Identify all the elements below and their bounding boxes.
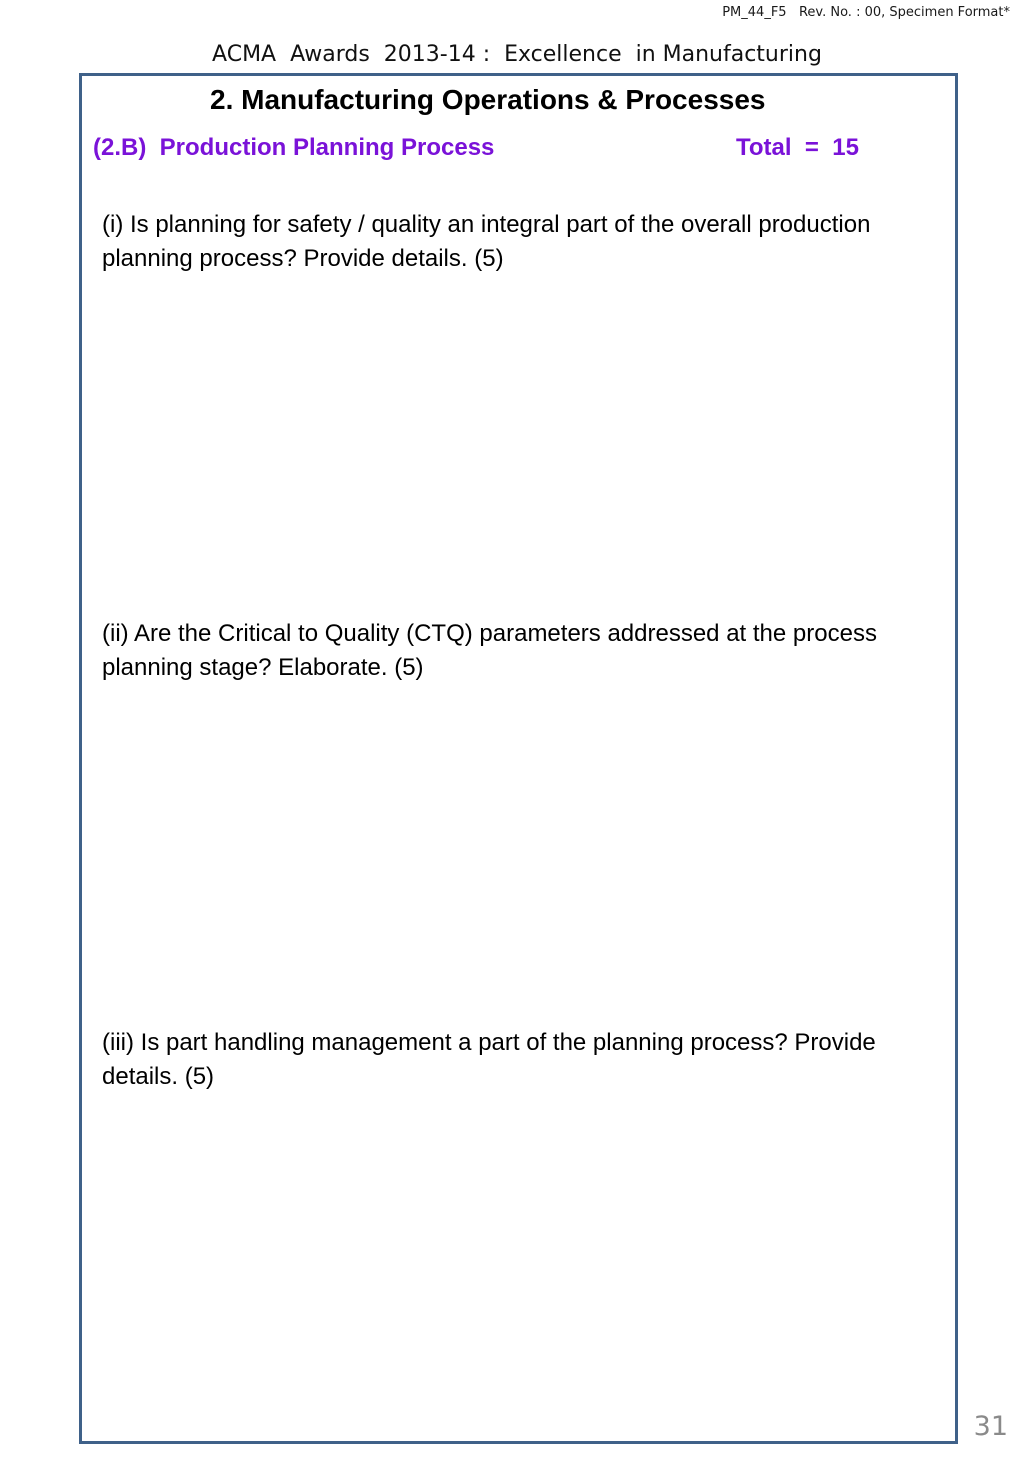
sub-heading: (2.B) Production Planning Process bbox=[93, 134, 495, 161]
question-3: (iii) Is part handling management a part of the planning process? Provide details. (5) bbox=[102, 1029, 876, 1090]
header-title: ACMA Awards 2013-14 : Excellence in Manufacturing bbox=[212, 42, 822, 67]
question-1: (i) Is planning for safety / quality an integral part of the overall production planning process? Provide details. (5) bbox=[102, 211, 871, 272]
content-frame bbox=[79, 73, 958, 1444]
section-title: 2. Manufacturing Operations & Processes bbox=[210, 84, 766, 115]
document-code: PM_44_F5 Rev. No. : 00, Specimen Format* bbox=[722, 5, 1010, 20]
page-number: 31 bbox=[973, 1411, 1008, 1442]
total-score: Total = 15 bbox=[736, 134, 859, 161]
question-2: (ii) Are the Critical to Quality (CTQ) parameters addressed at the process planning stage? Elaborate. (5) bbox=[102, 620, 877, 681]
